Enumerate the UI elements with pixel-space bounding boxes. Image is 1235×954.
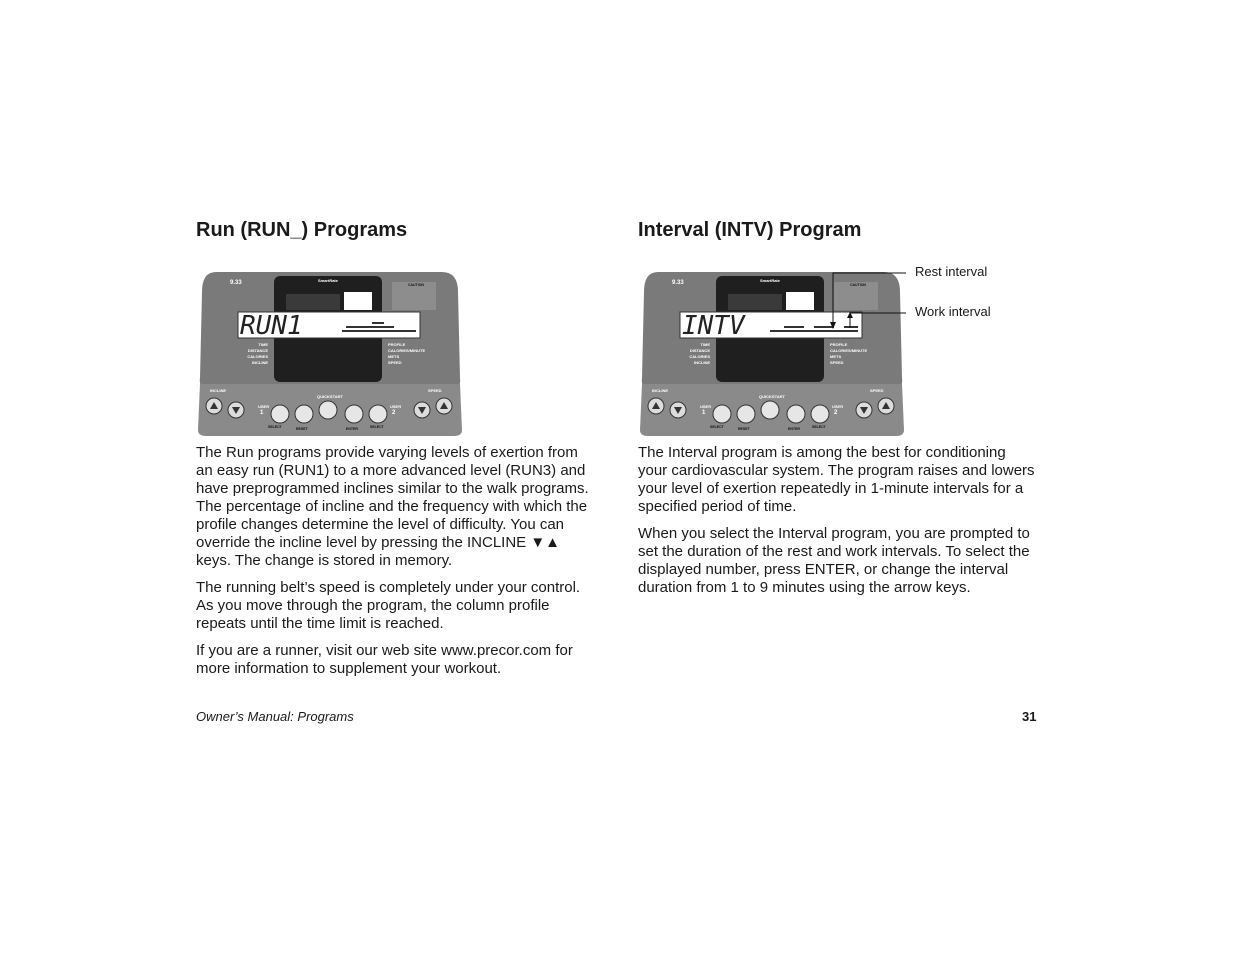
label-speed: SPEED xyxy=(388,360,402,365)
label-profile: PROFILE xyxy=(388,342,406,347)
caution-label: CAUTION xyxy=(850,283,866,287)
interval-paragraph-1: The Interval program is among the best for conditioning your cardiovascular system. The program raises and lowers your level of exertion repeatedly in 1-minute intervals for a specified period of time. xyxy=(638,444,1035,515)
run-paragraph-2: The running belt’s speed is completely under your control. As you move through the program, the column profile repeats until the time limit is reached. xyxy=(196,579,581,632)
label-incline: INCLINE xyxy=(694,360,710,365)
run-console-illustration xyxy=(196,268,464,436)
user1-label: USER xyxy=(258,404,270,409)
user1-label: USER xyxy=(700,404,712,409)
caution-label: CAUTION xyxy=(408,283,424,287)
speed-label: SPEED xyxy=(428,388,442,393)
label-distance: DISTANCE xyxy=(247,348,268,353)
label-mets: METS xyxy=(830,354,842,359)
label-profile: PROFILE xyxy=(830,342,848,347)
reset-label: RESET xyxy=(296,427,308,431)
incline-label: INCLINE xyxy=(210,388,226,393)
interval-paragraph-2: When you select the Interval program, you are prompted to set the duration of the rest and work intervals. To select the displayed number, press ENTER, or change the interval duration from 1 to 9 minutes using the arrow keys. xyxy=(638,525,1030,596)
label-mets: METS xyxy=(388,354,400,359)
left-column xyxy=(196,218,596,677)
page-number: 31 xyxy=(1022,709,1037,724)
reset-label: RESET xyxy=(738,427,750,431)
label-time: TIME xyxy=(258,342,268,347)
incline-label: INCLINE xyxy=(652,388,668,393)
footer-title: Owner’s Manual: Programs xyxy=(196,709,354,724)
user2-number: 2 xyxy=(392,410,396,416)
enter-label: ENTER xyxy=(788,427,800,431)
label-calories-minute: CALORIES/MINUTE xyxy=(830,348,868,353)
quickstart-label: QUICKSTART xyxy=(317,394,343,399)
label-calories-minute: CALORIES/MINUTE xyxy=(388,348,426,353)
select-label: SELECT xyxy=(268,425,282,429)
user1-number: 1 xyxy=(260,410,264,416)
interval-program-text xyxy=(638,444,1038,606)
speed-label: SPEED xyxy=(870,388,884,393)
run-paragraph-3: If you are a runner, visit our web site www.precor.com for more information to supplement your workout. xyxy=(196,642,573,677)
lcd-text-intv: INTV xyxy=(682,311,745,341)
rest-interval-callout: Rest interval xyxy=(915,264,988,279)
work-interval-callout: Work interval xyxy=(915,304,991,319)
model-label: 9.33 xyxy=(672,280,684,286)
run-programs-text xyxy=(196,444,596,687)
lcd-text-run1: RUN1 xyxy=(240,311,303,341)
select-label: SELECT xyxy=(710,425,724,429)
select2-label: SELECT xyxy=(812,425,826,429)
quickstart-label: QUICKSTART xyxy=(759,394,785,399)
label-incline: INCLINE xyxy=(252,360,268,365)
user2-label: USER xyxy=(832,404,844,409)
label-calories: CALORIES xyxy=(689,354,710,359)
smartrate-label: SmartRate xyxy=(759,278,781,283)
smartrate-label: SmartRate xyxy=(317,278,339,283)
interval-program-heading: Interval (INTV) Program xyxy=(638,219,862,241)
enter-label: ENTER xyxy=(346,427,358,431)
label-distance: DISTANCE xyxy=(689,348,710,353)
select2-label: SELECT xyxy=(370,425,384,429)
model-label: 9.33 xyxy=(230,280,242,286)
user2-number: 2 xyxy=(834,410,838,416)
run-programs-heading: Run (RUN_) Programs xyxy=(196,219,408,241)
right-column xyxy=(638,218,1038,596)
label-time: TIME xyxy=(700,342,710,347)
label-speed: SPEED xyxy=(830,360,844,365)
run-paragraph-1: The Run programs provide varying levels of exertion from an easy run (RUN1) to a more advanced level (RUN3) and have preprogrammed inclines similar to the walk programs. The percentage of incline and the frequency with which the profile changes determine the level of difficulty. You can override the incline level by pressing the INCLINE ▼▲ keys. The change is stored in memory. xyxy=(196,444,589,569)
user1-number: 1 xyxy=(702,410,706,416)
user2-label: USER xyxy=(390,404,402,409)
label-calories: CALORIES xyxy=(247,354,268,359)
interval-console-illustration xyxy=(638,268,906,436)
